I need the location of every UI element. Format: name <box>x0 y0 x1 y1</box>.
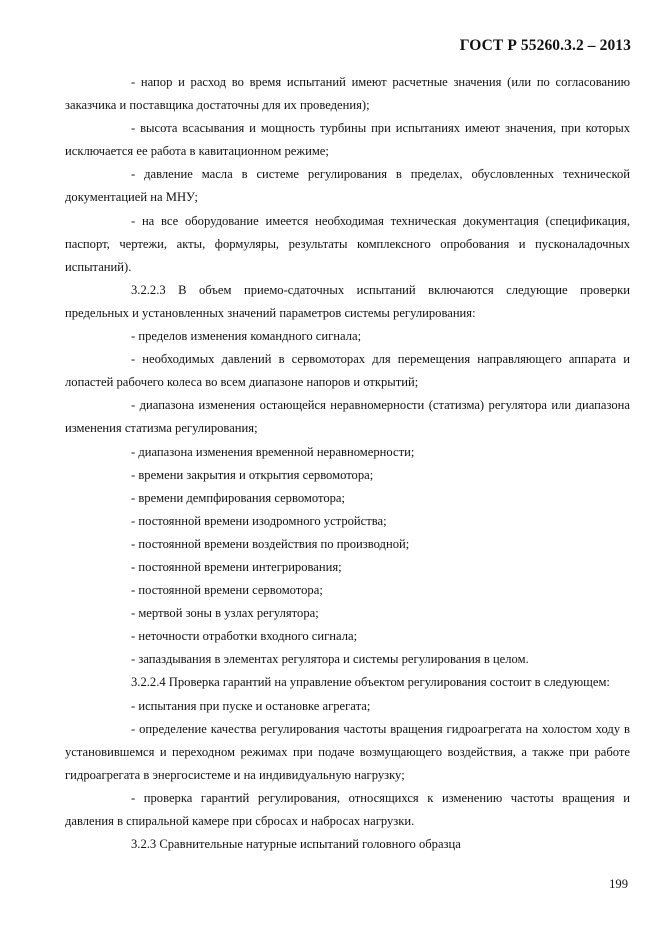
paragraph: - высота всасывания и мощность турбины при испытаниях имеют значения, при которых исключается ее работа в кавитационном режиме; <box>65 121 630 159</box>
paragraph: - на все оборудование имеется необходимая техническая документация (спецификация, паспорт, чертежи, акты, формуляры, результаты комплексного опробования и пусконаладочных испытаний). <box>65 213 630 274</box>
section-heading: 3.2.3 Сравнительные натурные испытаний головного образца <box>131 837 461 852</box>
list-item: - испытания при пуске и остановке агрегата; <box>131 698 371 713</box>
standard-designation: ГОСТ Р 55260.3.2 – 2013 <box>459 37 631 54</box>
list-item: - времени демпфирования сервомотора; <box>131 490 346 505</box>
section-paragraph: 3.2.2.4 Проверка гарантий на управление объектом регулирования состоит в следующем: <box>131 675 610 690</box>
page-number: 199 <box>609 877 628 891</box>
paragraph: - давление масла в системе регулирования в пределах, обусловленных технической документацией на МНУ; <box>65 167 630 205</box>
list-item: - постоянной времени воздействия по производной; <box>131 536 410 551</box>
paragraph: - напор и расход во время испытаний имеют расчетные значения (или по согласованию заказчика и поставщика достаточны для их проведения); <box>65 75 630 113</box>
list-item: - диапазона изменения остающейся неравномерности (статизма) регулятора или диапазона изменения статизма регулирования; <box>65 398 630 436</box>
list-item: - постоянной времени сервомотора; <box>131 583 323 598</box>
list-item: - запаздывания в элементах регулятора и системы регулирования в целом. <box>131 652 529 667</box>
section-paragraph: 3.2.2.3 В объем приемо-сдаточных испытаний включаются следующие проверки предельных и установленных значений параметров системы регулирования: <box>65 282 630 320</box>
list-item: - диапазона изменения временной неравномерности; <box>131 444 415 459</box>
list-item: - постоянной времени интегрирования; <box>131 559 342 574</box>
list-item: - времени закрытия и открытия сервомотора; <box>131 467 374 482</box>
list-item: - необходимых давлений в сервомоторах для перемещения направляющего аппарата и лопастей рабочего колеса во всем диапазоне напоров и открытий; <box>65 352 630 390</box>
document-body <box>65 71 630 856</box>
list-item: - определение качества регулирования частоты вращения гидроагрегата на холостом ходу в установившемся и переходном режимах при подаче возмущающего воздействия, а также при работе гидроагрегата в энергосистеме и на индивидуальную нагрузку; <box>65 721 630 782</box>
list-item: - проверка гарантий регулирования, относящихся к изменению частоты вращения и давления в спиральной камере при сбросах и набросах нагрузки. <box>65 790 630 828</box>
list-item: - неточности отработки входного сигнала; <box>131 629 358 644</box>
list-item: - пределов изменения командного сигнала; <box>131 329 362 344</box>
list-item: - постоянной времени изодромного устройства; <box>131 513 387 528</box>
list-item: - мертвой зоны в узлах регулятора; <box>131 606 319 621</box>
